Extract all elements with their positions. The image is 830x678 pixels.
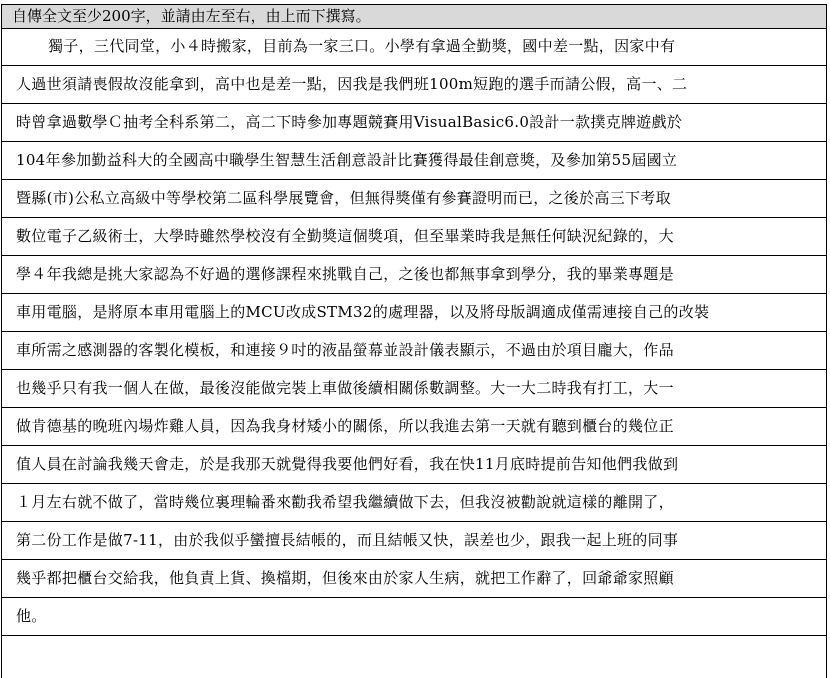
essay-line-5: 暨縣(市)公私立高級中等學校第二區科學展覽會，但無得獎僅有參賽證明而已，之後於高三下考取 (2, 180, 826, 218)
essay-line-1: 獨子，三代同堂，小４時搬家，目前為一家三口。小學有拿過全勤獎，國中差一點，因家中有 (2, 28, 826, 66)
essay-line-4: 104年參加勤益科大的全國高中職學生智慧生活創意設計比賽獲得最佳創意獎，及參加第55屆國立 (2, 142, 826, 180)
essay-line-13: １月左右就不做了，當時幾位裏理輪番來勸我希望我繼續做下去，但我沒被勸說就這樣的離開了， (2, 484, 826, 522)
essay-line-14: 第二份工作是做7-11，由於我似乎蠻擅長結帳的，而且結帳又快，誤差也少，跟我一起上班的同事 (2, 522, 826, 560)
essay-line-8: 車用電腦，是將原本車用電腦上的MCU改成STM32的處理器，以及將母版調適成僅需連接自己的改裝 (2, 294, 826, 332)
essay-line-2: 人過世須請喪假故沒能拿到，高中也是差一點，因我是我們班100m短跑的選手而請公假，高一、二 (2, 66, 826, 104)
essay-line-10: 也幾乎只有我一個人在做，最後沒能做完裝上車做後續相關係數調整。大一大二時我有打工，大一 (2, 370, 826, 408)
essay-line-3: 時曾拿過數學Ｃ抽考全科系第二，高二下時參加專題競賽用VisualBasic6.0設計一款撲克牌遊戲於 (2, 104, 826, 142)
instruction-header: 自傳全文至少200字，並請由左至右，由上而下撰寫。 (1, 4, 827, 29)
essay-area (1, 28, 827, 678)
essay-line-12: 值人員在討論我幾天會走，於是我那天就覺得我要他們好看，我在快11月底時提前告知他們我做到 (2, 446, 826, 484)
essay-line-16: 他。 (2, 598, 826, 636)
essay-line-11: 做肯德基的晚班內場炸雞人員，因為我身材矮小的關係，所以我進去第一天就有聽到櫃台的幾位正 (2, 408, 826, 446)
essay-line-15: 幾乎都把櫃台交給我，他負責上貨、換檔期，但後來由於家人生病，就把工作辭了，回爺爺家照顧 (2, 560, 826, 598)
essay-line-6: 數位電子乙級術士，大學時雖然學校沒有全勤獎這個獎項，但至畢業時我是無任何缺況紀錄的，大 (2, 218, 826, 256)
essay-line-7: 學４年我總是挑大家認為不好過的選修課程來挑戰自己，之後也都無事拿到學分，我的畢業專題是 (2, 256, 826, 294)
essay-line-9: 車所需之感測器的客製化模板，和連接９吋的液晶螢幕並設計儀表顯示，不過由於項目龐大，作品 (2, 332, 826, 370)
